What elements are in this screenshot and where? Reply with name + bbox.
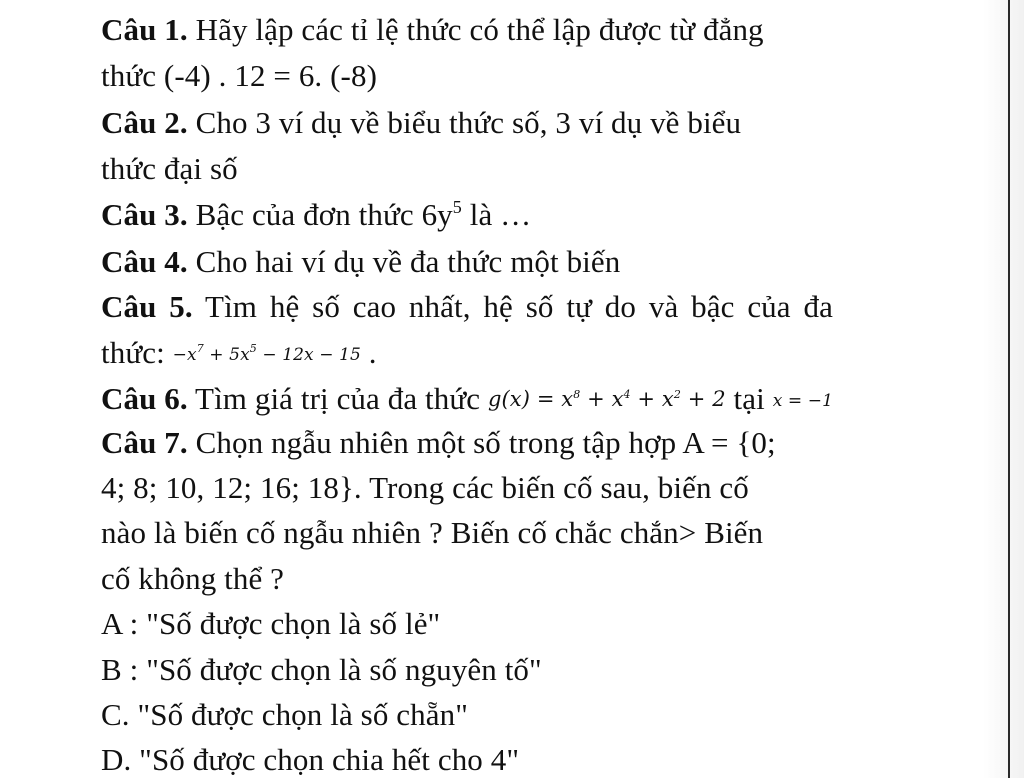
question-6-exponent-3: 2 <box>673 388 681 401</box>
option-a: A : "Số được chọn là số lẻ" <box>101 606 441 641</box>
question-5-line-2 <box>101 335 377 373</box>
question-5-polynomial <box>172 342 361 365</box>
question-6-exponent-2: 4 <box>623 388 631 401</box>
question-5-exponent-1: 7 <box>196 342 204 355</box>
question-3-text-after: là … <box>461 197 532 232</box>
question-5-term-1: −x <box>172 345 197 365</box>
question-5-period: . <box>360 335 377 370</box>
option-b: B : "Số được chọn là số nguyên tố" <box>101 652 542 687</box>
question-3-label: Câu 3. <box>101 197 188 232</box>
question-6-term-2: + x <box>580 387 624 411</box>
top-cropped-text <box>392 0 642 4</box>
question-7-line-4: cố không thể ? <box>101 561 285 596</box>
question-6-middle-text: tại <box>725 381 773 416</box>
question-6-term-3: + x <box>630 387 674 411</box>
right-page-border <box>1008 0 1010 778</box>
question-1-label: Câu 1. <box>101 12 188 47</box>
question-2-label: Câu 2. <box>101 105 188 140</box>
question-7-line-1 <box>101 425 776 461</box>
question-3-exponent: 5 <box>452 197 462 217</box>
question-6-polynomial <box>488 387 726 411</box>
question-1-text: Hãy lập các tỉ lệ thức có thể lập được từ đẳng <box>195 12 764 47</box>
question-6-line <box>101 381 833 419</box>
question-6-text: Tìm giá trị của đa thức <box>195 381 488 416</box>
question-5-text: Tìm hệ số cao nhất, hệ số tự do và bậc của đa <box>205 289 833 324</box>
question-6-label: Câu 6. <box>101 381 188 416</box>
question-5-exponent-2: 5 <box>249 342 257 355</box>
question-5-line-1 <box>101 289 833 325</box>
question-7-text-line-1: Chọn ngẫu nhiên một số trong tập hợp A = {0; <box>195 425 776 460</box>
question-1-line-1 <box>101 12 764 48</box>
question-1-line-2: thức (-4) . 12 = 6. (-8) <box>101 58 377 93</box>
question-7-line-2: 4; 8; 10, 12; 16; 18}. Trong các biến cố sau, biến cố <box>101 470 749 505</box>
question-6-exponent-1: 8 <box>573 388 581 401</box>
question-5-label: Câu 5. <box>101 289 193 324</box>
question-3-text-before: Bậc của đơn thức 6y <box>195 197 453 232</box>
question-6-term-1: g(x) = x <box>487 387 574 411</box>
question-3-line <box>101 197 531 233</box>
option-d: D. "Số được chọn chia hết cho 4" <box>101 742 520 777</box>
question-6-term-4: + 2 <box>680 387 726 411</box>
question-5-term-2: + 5x <box>203 345 250 365</box>
question-7-line-3: nào là biến cố ngẫu nhiên ? Biến cố chắc chắn> Biến <box>101 515 764 550</box>
question-5-prefix: thức: <box>101 335 173 370</box>
question-2-line-1 <box>101 105 741 141</box>
question-4-text: Cho hai ví dụ về đa thức một biến <box>195 244 621 279</box>
question-2-text: Cho 3 ví dụ về biểu thức số, 3 ví dụ về biểu <box>195 105 742 140</box>
question-4-label: Câu 4. <box>101 244 188 279</box>
question-7-label: Câu 7. <box>101 425 188 460</box>
question-5-term-3: − 12x − 15 <box>256 345 361 365</box>
question-4-line <box>101 244 620 280</box>
option-c: C. "Số được chọn là số chẵn" <box>101 697 468 732</box>
question-2-line-2: thức đại số <box>101 151 238 186</box>
question-6-evaluation-point: x = −1 <box>772 391 833 411</box>
